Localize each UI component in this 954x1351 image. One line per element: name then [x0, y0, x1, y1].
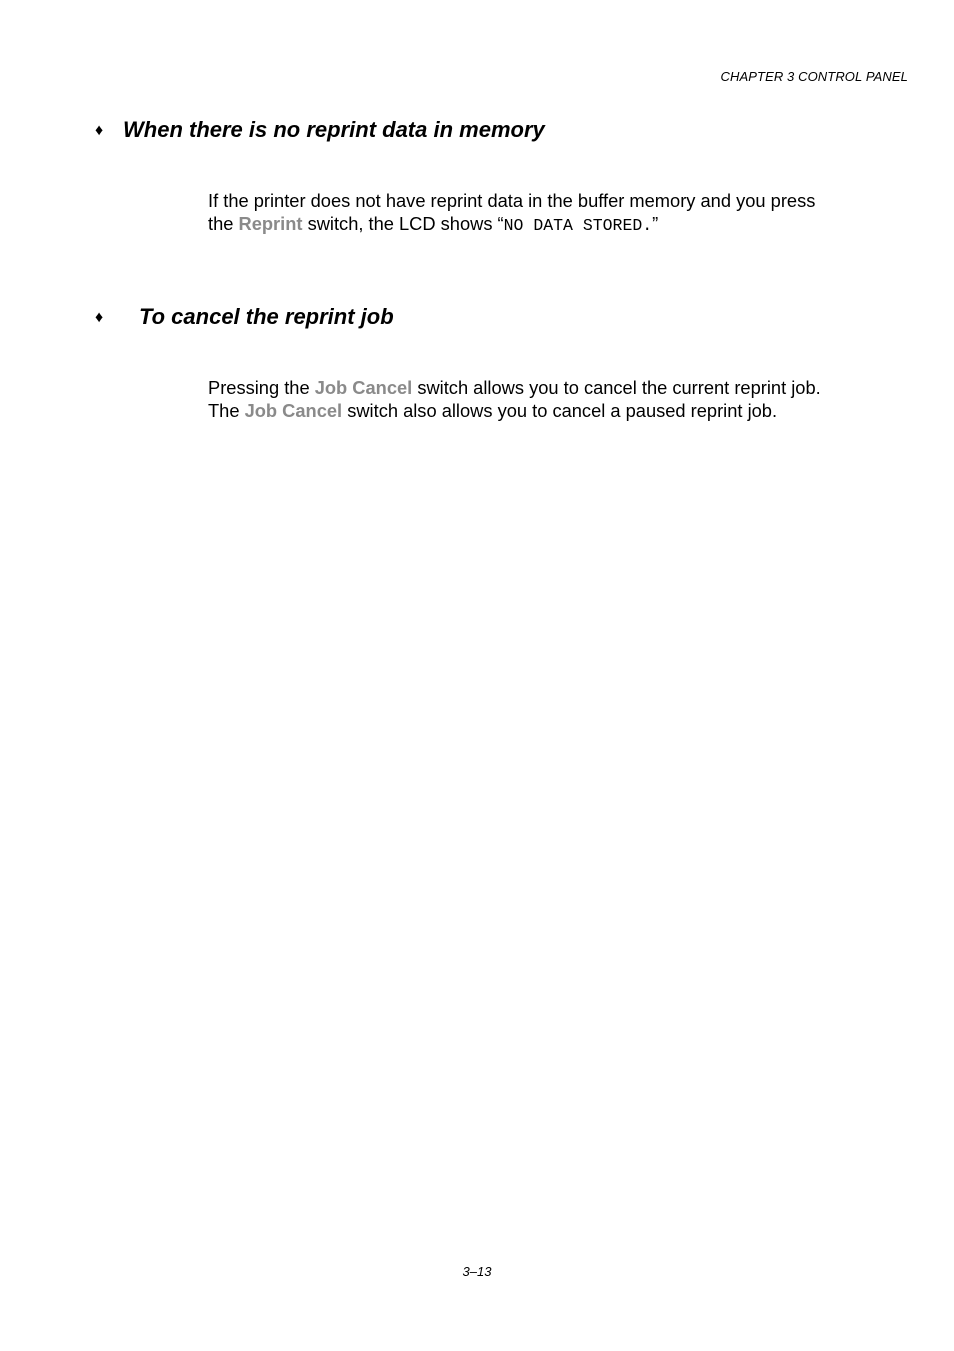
paragraph-text: the [208, 213, 239, 234]
page-number: 3–13 [462, 1264, 492, 1279]
section-heading-text: To cancel the reprint job [139, 304, 394, 329]
paragraph-text: If the printer does not have reprint data in the buffer memory and you press [208, 190, 816, 211]
section-heading-cancel-reprint [95, 304, 394, 330]
reprint-switch-name: Reprint [238, 213, 303, 234]
running-header: CHAPTER 3 CONTROL PANEL [720, 69, 908, 84]
paragraph-cancel-reprint [208, 376, 908, 422]
diamond-bullet-icon: ♦ [95, 309, 104, 326]
paragraph-text: switch allows you to cancel the current reprint job. [412, 377, 821, 398]
lcd-message: NO DATA STORED. [503, 216, 653, 235]
paragraph-text: switch, the LCD shows “ [302, 213, 504, 234]
paragraph-text: The [208, 400, 245, 421]
paragraph-text: ” [652, 213, 659, 234]
paragraph-text: switch also allows you to cancel a paused reprint job. [342, 400, 778, 421]
paragraph-no-reprint-data [208, 189, 908, 237]
section-heading-no-reprint-data [95, 117, 545, 143]
job-cancel-switch-name: Job Cancel [244, 400, 343, 421]
section-heading-text: When there is no reprint data in memory [123, 117, 545, 142]
paragraph-text: Pressing the [208, 377, 315, 398]
diamond-bullet-icon: ♦ [95, 122, 104, 139]
job-cancel-switch-name: Job Cancel [314, 377, 413, 398]
